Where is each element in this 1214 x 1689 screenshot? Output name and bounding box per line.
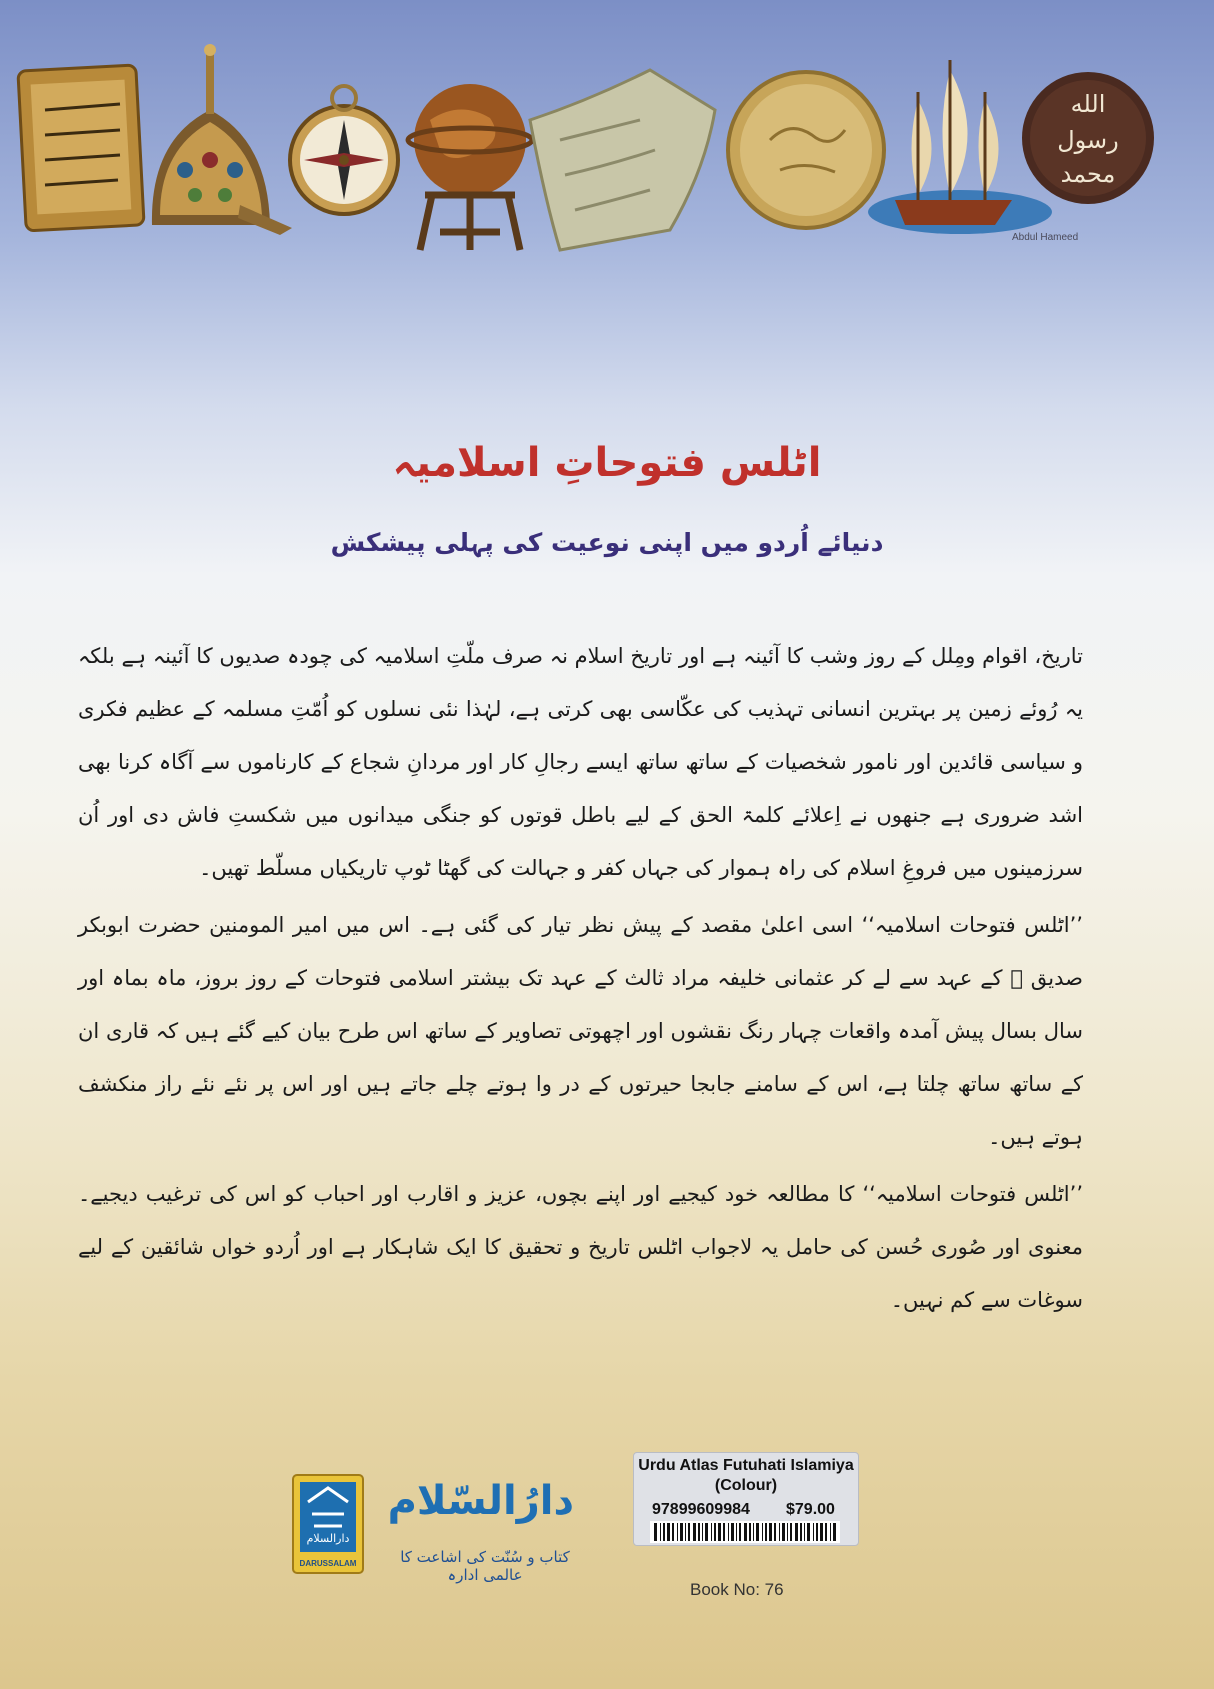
barcode-bar <box>677 1523 678 1541</box>
book-subtitle: دنیائے اُردو میں اپنی نوعیت کی پہلی پیشکش <box>330 528 884 557</box>
publisher-block <box>292 1468 582 1588</box>
barcode-bar <box>680 1523 683 1541</box>
globe-icon <box>408 84 532 250</box>
barcode-bar <box>825 1523 827 1541</box>
barcode-bar <box>774 1523 776 1541</box>
price-sticker <box>633 1452 859 1546</box>
sticker-isbn: 97899609984 <box>652 1501 750 1518</box>
barcode-bar <box>660 1523 661 1541</box>
svg-text:دارالسلام: دارالسلام <box>306 1532 350 1545</box>
prophet-seal-icon <box>1022 72 1154 204</box>
barcode-bar <box>672 1523 674 1541</box>
barcode-bar <box>795 1523 798 1541</box>
svg-text:رسول: رسول <box>1057 126 1119 154</box>
barcode-bar <box>762 1523 763 1541</box>
barcode-bar <box>816 1523 818 1541</box>
svg-text:DARUSSALAM: DARUSSALAM <box>299 1559 357 1568</box>
blurb-paragraph-2: ’’اٹلس فتوحات اسلامیہ‘‘ اسی اعلیٰ مقصد کے پیش نظر تیار کی گئی ہے۔ اس میں امیر المومنین حضرت ابوبکر صدیق ﷛ کے عہد سے لے کر عثمانی خلیفہ مراد ثالث کے عہد تک بیشتر اسلامی فتوحات کے روز بروز، ماہ بماہ اور سال بسال پیش آمدہ واقعات چہار رنگ نقشوں اور اچھوتی تصاویر کے ساتھ اس طرح بیان کیے گئے ہیں کہ قاری ان کے ساتھ ساتھ چلتا ہے، اس کے سامنے جابجا حیرتوں کے در وا ہوتے چلے جاتے ہیں اور اس پر نئے نئے راز منکشف ہوتے ہیں۔ <box>78 913 1083 1149</box>
barcode-bar <box>731 1523 734 1541</box>
blurb-paragraph-3: ’’اٹلس فتوحات اسلامیہ‘‘ کا مطالعہ خود کیجیے اور اپنے بچوں، عزیز و اقارب اور احباب کو اس کی ترغیب دیجیے۔ معنوی اور صُوری حُسن کی حامل یہ لاجواب اٹلس تاریخ و تحقیق کا ایک شاہکار ہے اور اُردو خواں شائقین کے لیے سوغات سے کم نہیں۔ <box>78 1182 1083 1312</box>
barcode-bar <box>711 1523 712 1541</box>
barcode-bar <box>702 1523 703 1541</box>
gold-coin-icon <box>728 72 884 228</box>
barcode-bar <box>667 1523 670 1541</box>
barcode-bar <box>787 1523 788 1541</box>
barcode-bar <box>736 1523 737 1541</box>
barcode-bar <box>804 1523 805 1541</box>
barcode-bar <box>693 1523 696 1541</box>
sticker-price: $79.00 <box>786 1501 835 1518</box>
publisher-name: دارُالسّلام <box>387 1478 574 1524</box>
barcode-bar <box>769 1523 772 1541</box>
barcode-bar <box>663 1523 665 1541</box>
book-number: Book No: 76 <box>690 1580 784 1599</box>
barcode-bar <box>833 1523 836 1541</box>
barcode-bar <box>779 1523 780 1541</box>
barcode-bar <box>685 1523 686 1541</box>
barcode-bar <box>698 1523 700 1541</box>
barcode-bar <box>739 1523 741 1541</box>
artifacts-banner <box>0 0 1214 260</box>
helmet-icon <box>152 44 292 235</box>
svg-text:محمد: محمد <box>1060 160 1116 188</box>
barcode-bar <box>744 1523 747 1541</box>
svg-text:الله: الله <box>1070 90 1106 118</box>
barcode-bar <box>714 1523 716 1541</box>
scroll-map-icon <box>530 70 715 250</box>
artist-signature: Abdul Hameed <box>1012 232 1079 243</box>
barcode-bar <box>718 1523 721 1541</box>
barcode-bar <box>830 1523 831 1541</box>
barcode-bar <box>790 1523 792 1541</box>
barcode-bar <box>688 1523 690 1541</box>
manuscript-tablet-icon <box>18 65 144 231</box>
barcode-bar <box>753 1523 754 1541</box>
blurb-paragraph-1: تاریخ، اقوام ومِلل کے روز وشب کا آئینہ ہے اور تاریخ اسلام نہ صرف ملّتِ اسلامیہ کی چودہ صدیوں کا آئینہ ہے بلکہ یہ رُوئے زمین پر بہترین انسانی تہذیب کی عکّاسی بھی کرتی ہے، لہٰذا نئی نسلوں کو اُمّتِ مسلمہ کے عظیم فکری و سیاسی قائدین اور نامور شخصیات کے ساتھ ساتھ ایسے رجالِ کار اور مردانِ شجاع کے کارناموں سے آگاہ کرنا بھی اشد ضروری ہے جنھوں نے اِعلائے کلمۃ الحق کے لیے باطل قوتوں کو جنگی میدانوں میں شکستِ فاش دی اور اُن سرزمینوں میں فروغِ اسلام کی راہ ہموار کی جہاں کفر و جہالت کی گھٹا ٹوپ تاریکیاں مسلّط تھیں۔ <box>78 644 1083 880</box>
darussalam-logo-icon <box>292 1474 364 1574</box>
barcode-bar <box>782 1523 785 1541</box>
compass-icon <box>290 86 398 214</box>
barcode-bar <box>723 1523 725 1541</box>
blurb-text <box>78 630 1083 1331</box>
barcode-bar <box>807 1523 810 1541</box>
barcode <box>650 1521 840 1543</box>
barcode-bar <box>728 1523 729 1541</box>
barcode-bar <box>765 1523 767 1541</box>
book-title: اٹلس فتوحاتِ اسلامیہ <box>392 440 822 486</box>
sticker-title: Urdu Atlas Futuhati Islamiya <box>638 1457 854 1474</box>
barcode-bar <box>749 1523 751 1541</box>
sticker-edition: (Colour) <box>714 1477 778 1494</box>
barcode-bar <box>654 1523 657 1541</box>
barcode-bar <box>813 1523 814 1541</box>
publisher-tagline: کتاب و سُنّت کی اشاعت کا عالمی ادارہ <box>400 1548 570 1584</box>
barcode-bar <box>800 1523 802 1541</box>
barcode-bar <box>756 1523 759 1541</box>
barcode-bar <box>705 1523 708 1541</box>
barcode-bar <box>820 1523 823 1541</box>
